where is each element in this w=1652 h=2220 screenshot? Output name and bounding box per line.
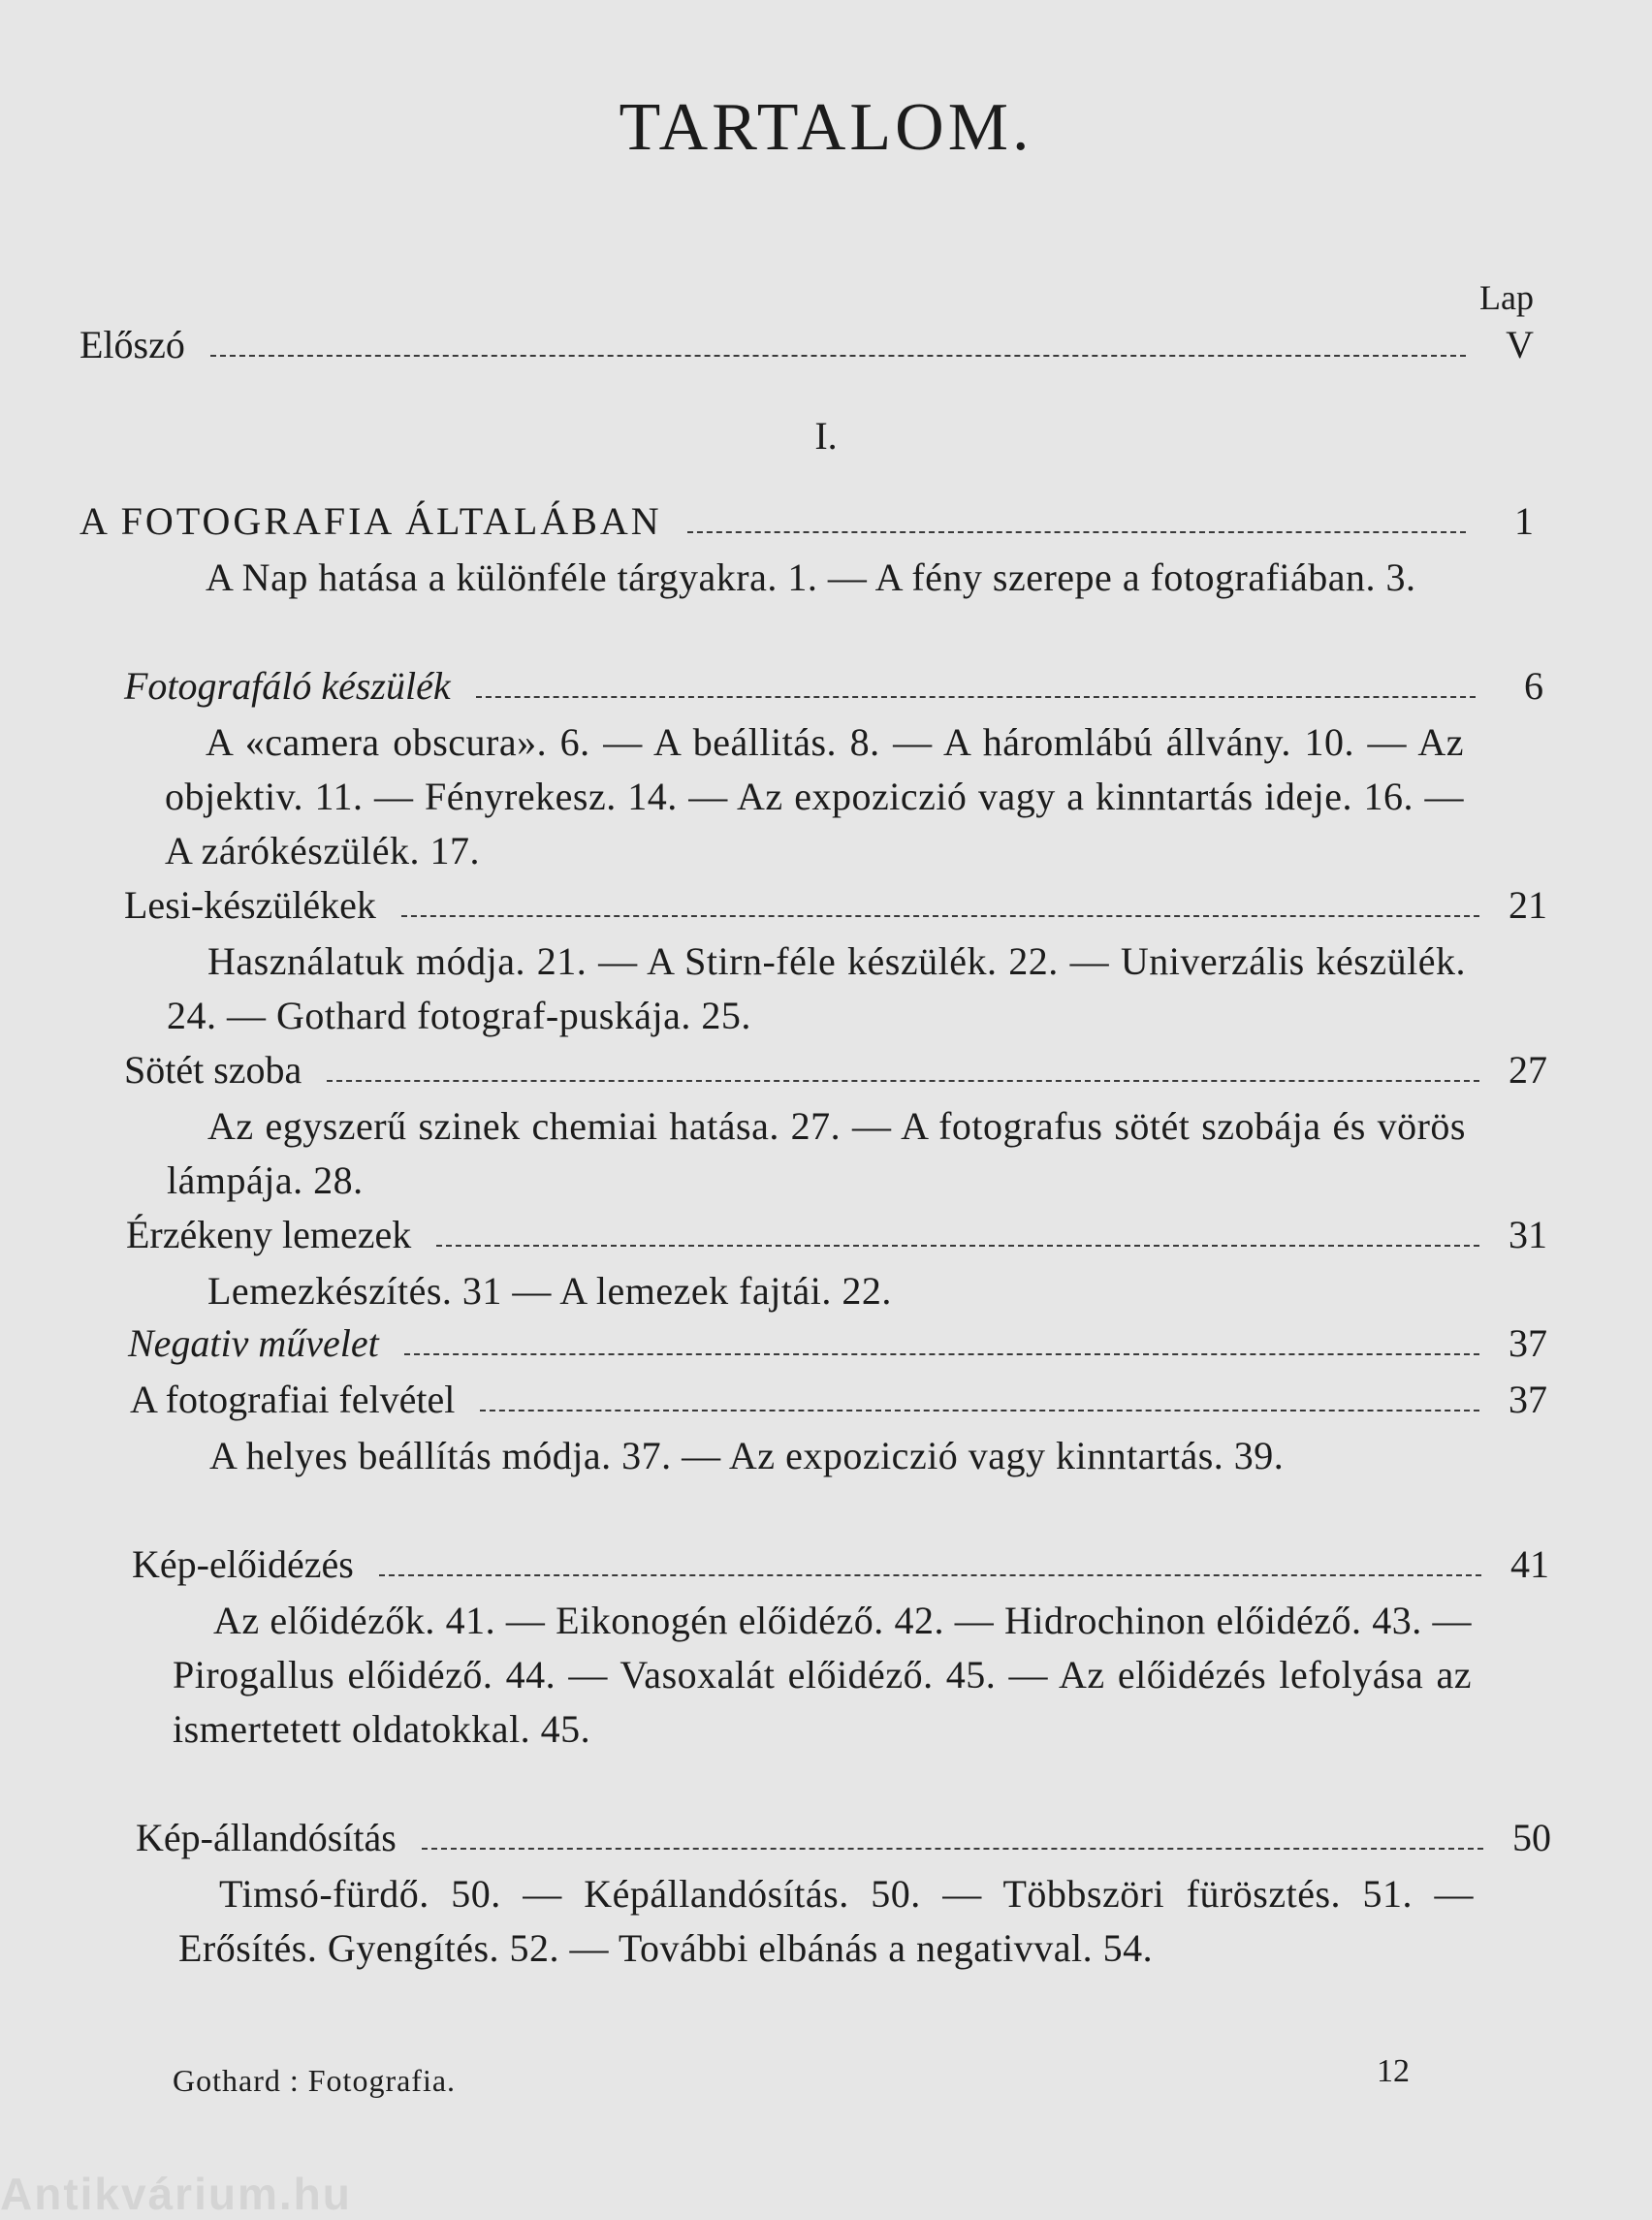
toc-entry-description: Timsó-fürdő. 50. — Képállandósítás. 50. — Többszöri fürösztés. 51. — Erősítés. Gyengítés. 52. — További elbánás a negativval. 54. [178, 1872, 1474, 1970]
toc-entry-kep-eloidezes [132, 1541, 1549, 1592]
toc-entry-page: 41 [1510, 1542, 1549, 1586]
toc-entry-description: Használatuk módja. 21. — A Stirn-féle készülék. 22. — Univerzális készülék. 24. — Gothard fotograf-puskája. 25. [167, 939, 1466, 1037]
toc-entry-description: Az előidézők. 41. — Eikonogén előidéző. 42. — Hidrochinon előidéző. 43. — Pirogallus előidéző. 44. — Vasoxalát előidéző. 45. — Az előidézés lefolyása az ismertetett oldatokkal. 45. [173, 1599, 1472, 1751]
dotted-leader [687, 529, 1466, 533]
toc-entry-title: Előszó [79, 323, 185, 366]
toc-entry-description: A Nap hatása a különféle tárgyakra. 1. — A fény szerepe a fotografiában. 3. [206, 555, 1416, 599]
toc-entry-description: A helyes beállítás módja. 37. — Az expoziczió vagy kinntartás. 39. [209, 1434, 1285, 1477]
toc-entry-title: Kép-előidézés [132, 1542, 354, 1586]
dotted-leader [401, 913, 1479, 917]
toc-entry-page: V [1506, 323, 1534, 366]
dotted-leader [379, 1572, 1481, 1576]
section-number: I. [814, 414, 838, 458]
toc-entry-title: Sötét szoba [124, 1048, 302, 1092]
toc-entry-description: Lemezkészítés. 31 — A lemezek fajtái. 22. [207, 1269, 892, 1313]
toc-entry-page: 21 [1509, 883, 1547, 927]
toc-entry-title: Fotografáló készülék [124, 664, 451, 708]
toc-entry-page: 31 [1509, 1213, 1547, 1256]
toc-entry-title: Negativ művelet [128, 1321, 379, 1365]
toc-entry-page: 1 [1514, 499, 1534, 543]
signature-mark: 12 [1377, 2053, 1410, 2089]
toc-entry-title: Érzékeny lemezek [126, 1213, 412, 1256]
toc-entry-page: 27 [1509, 1048, 1547, 1092]
toc-entry-page: 50 [1512, 1816, 1551, 1859]
dotted-leader [436, 1243, 1479, 1247]
toc-entry-description: Az egyszerű szinek chemiai hatása. 27. — A fotografus sötét szobája és vörös lámpája. 28. [167, 1104, 1466, 1202]
toc-entry-title: A fotografiai felvétel [130, 1378, 456, 1421]
toc-entry-page: 37 [1509, 1378, 1547, 1421]
toc-entry-lesi-keszulekek [124, 882, 1547, 933]
page-title: TARTALOM. [619, 90, 1033, 165]
toc-entry-kep-allandositas [136, 1815, 1551, 1865]
dotted-leader [210, 353, 1466, 357]
dotted-leader [476, 694, 1476, 698]
toc-entry-description: A «camera obscura». 6. — A beállitás. 8. — A háromlábú állvány. 10. — Az objektiv. 11. — Fényrekesz. 14. — Az expoziczió vagy a kinntartás ideje. 16. — A zárókészülék. 17. [165, 720, 1464, 872]
dotted-leader [422, 1846, 1483, 1850]
dotted-leader [404, 1351, 1479, 1355]
page-footer: Gothard : Fotografia. [173, 2063, 457, 2098]
toc-entry-page: 37 [1509, 1321, 1547, 1365]
toc-entry-fotografalo-keszulek [124, 663, 1543, 714]
toc-entry-eloszo [79, 322, 1534, 372]
dotted-leader [327, 1078, 1479, 1082]
toc-entry-title: Lesi-készülékek [124, 883, 376, 927]
toc-entry-title: A FOTOGRAFIA ÁLTALÁBAN [79, 499, 662, 543]
toc-entry-fotografiai-felvetel [130, 1377, 1547, 1427]
dotted-leader [480, 1408, 1479, 1411]
toc-entry-erzekeny-lemezek [126, 1212, 1547, 1262]
watermark: Antikvárium.hu [0, 2169, 352, 2219]
toc-entry-sotet-szoba [124, 1047, 1547, 1097]
toc-entry-fotografia-altalaban [79, 498, 1534, 549]
toc-entry-negativ-muvelet [128, 1320, 1547, 1371]
toc-entry-title: Kép-állandósítás [136, 1816, 397, 1859]
page-column-label: Lap [1479, 278, 1534, 317]
toc-entry-page: 6 [1524, 664, 1543, 708]
